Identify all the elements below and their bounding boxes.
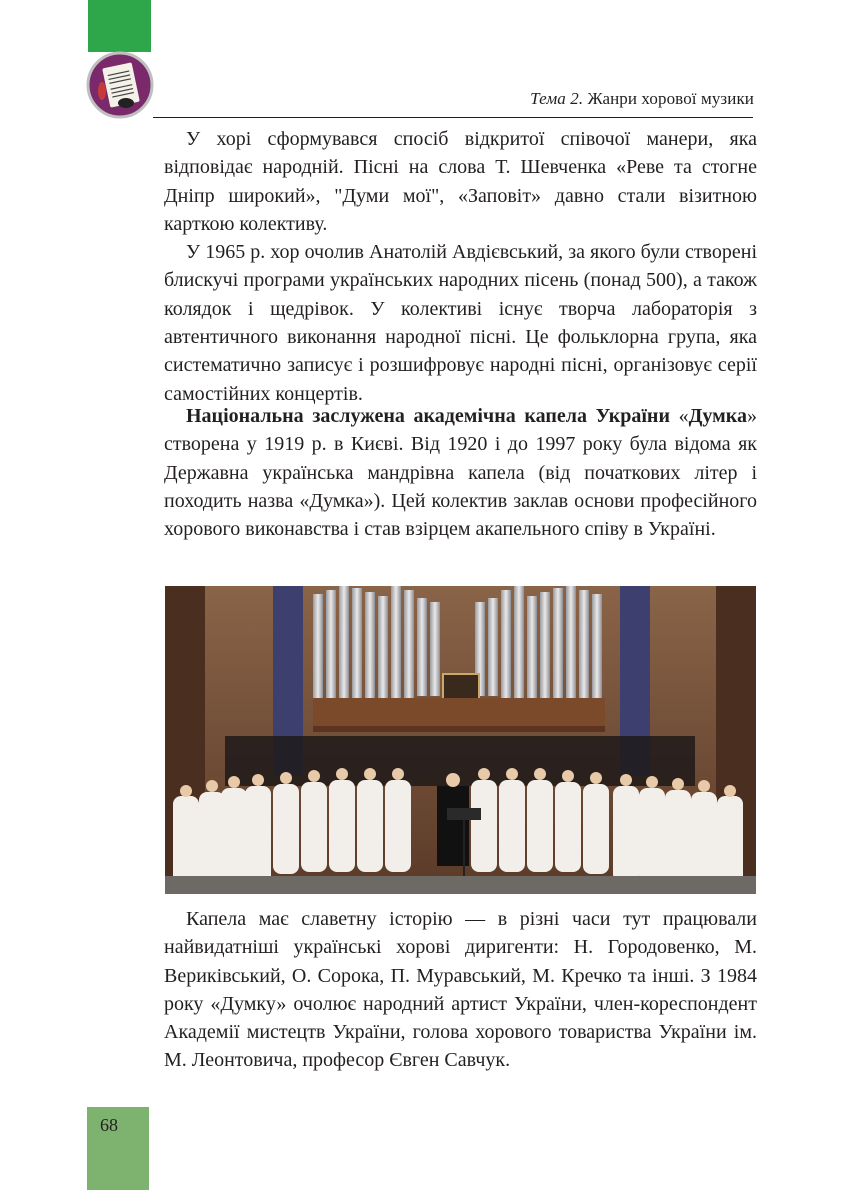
green-tab-decoration — [88, 0, 151, 52]
dumka-text — [164, 402, 757, 543]
dumka-bold-name: Думка — [688, 405, 747, 427]
header-divider — [153, 117, 753, 118]
paragraph-dumka — [164, 402, 757, 543]
topic-prefix: Тема 2. — [530, 89, 584, 108]
music-book-icon — [86, 51, 154, 119]
dumka-rest: » створена у 1919 р. в Києві. Від 1920 і до 1997 року була відома як Державна українська мандрівна капела (від початкових літер і походить назва «Думка»). Цей колектив заклав основи професійного хорового виконавства і став взірцем акапельного співу в Україні. — [164, 405, 757, 541]
page-number: 68 — [100, 1115, 118, 1135]
running-header — [530, 89, 754, 109]
dumka-bold-title: Національна заслужена академічна капела України — [186, 405, 670, 427]
paragraph-manner: У хорі сформувався спосіб відкритої співочої манери, яка відповідає народній. Пісні на слова Т. Шевченка «Реве та стогне Дніпр широкий», "Думи мої", «Заповіт» давно стали візитною карткою колективу. — [164, 128, 757, 235]
choir-photo — [165, 586, 756, 894]
paragraph-avdievsky: У 1965 р. хор очолив Анатолій Авдієвський, за якого були створені блискучі програми українських народних пісень (понад 500), а також колядок і щедрівок. У колективі існує творча лабораторія з автентичного виконання народної пісні. Це фольклорна група, яка систематично записує і розшифровує народні пісні, організовує серії самостійних концертів. — [164, 241, 757, 405]
paragraph-history: Капела має славетну історію — в різні часи тут працювали найвидатніші українські хорові диригенти: Н. Городовенко, М. Вериківський, О. Сорока, П. Муравський, М. Кречко та інші. З 1984 року «Думку» очолює народний артист України, член-кореспондент Академії мистецтв України, голова хорового товариства України ім. М. Леонтовича, професор Євген Савчук. — [164, 908, 757, 1072]
intro-text — [164, 125, 757, 408]
topic-title: Жанри хорової музики — [587, 89, 754, 108]
dumka-quote-open: « — [669, 405, 689, 427]
history-text — [164, 905, 757, 1075]
page-number-box — [87, 1107, 149, 1190]
